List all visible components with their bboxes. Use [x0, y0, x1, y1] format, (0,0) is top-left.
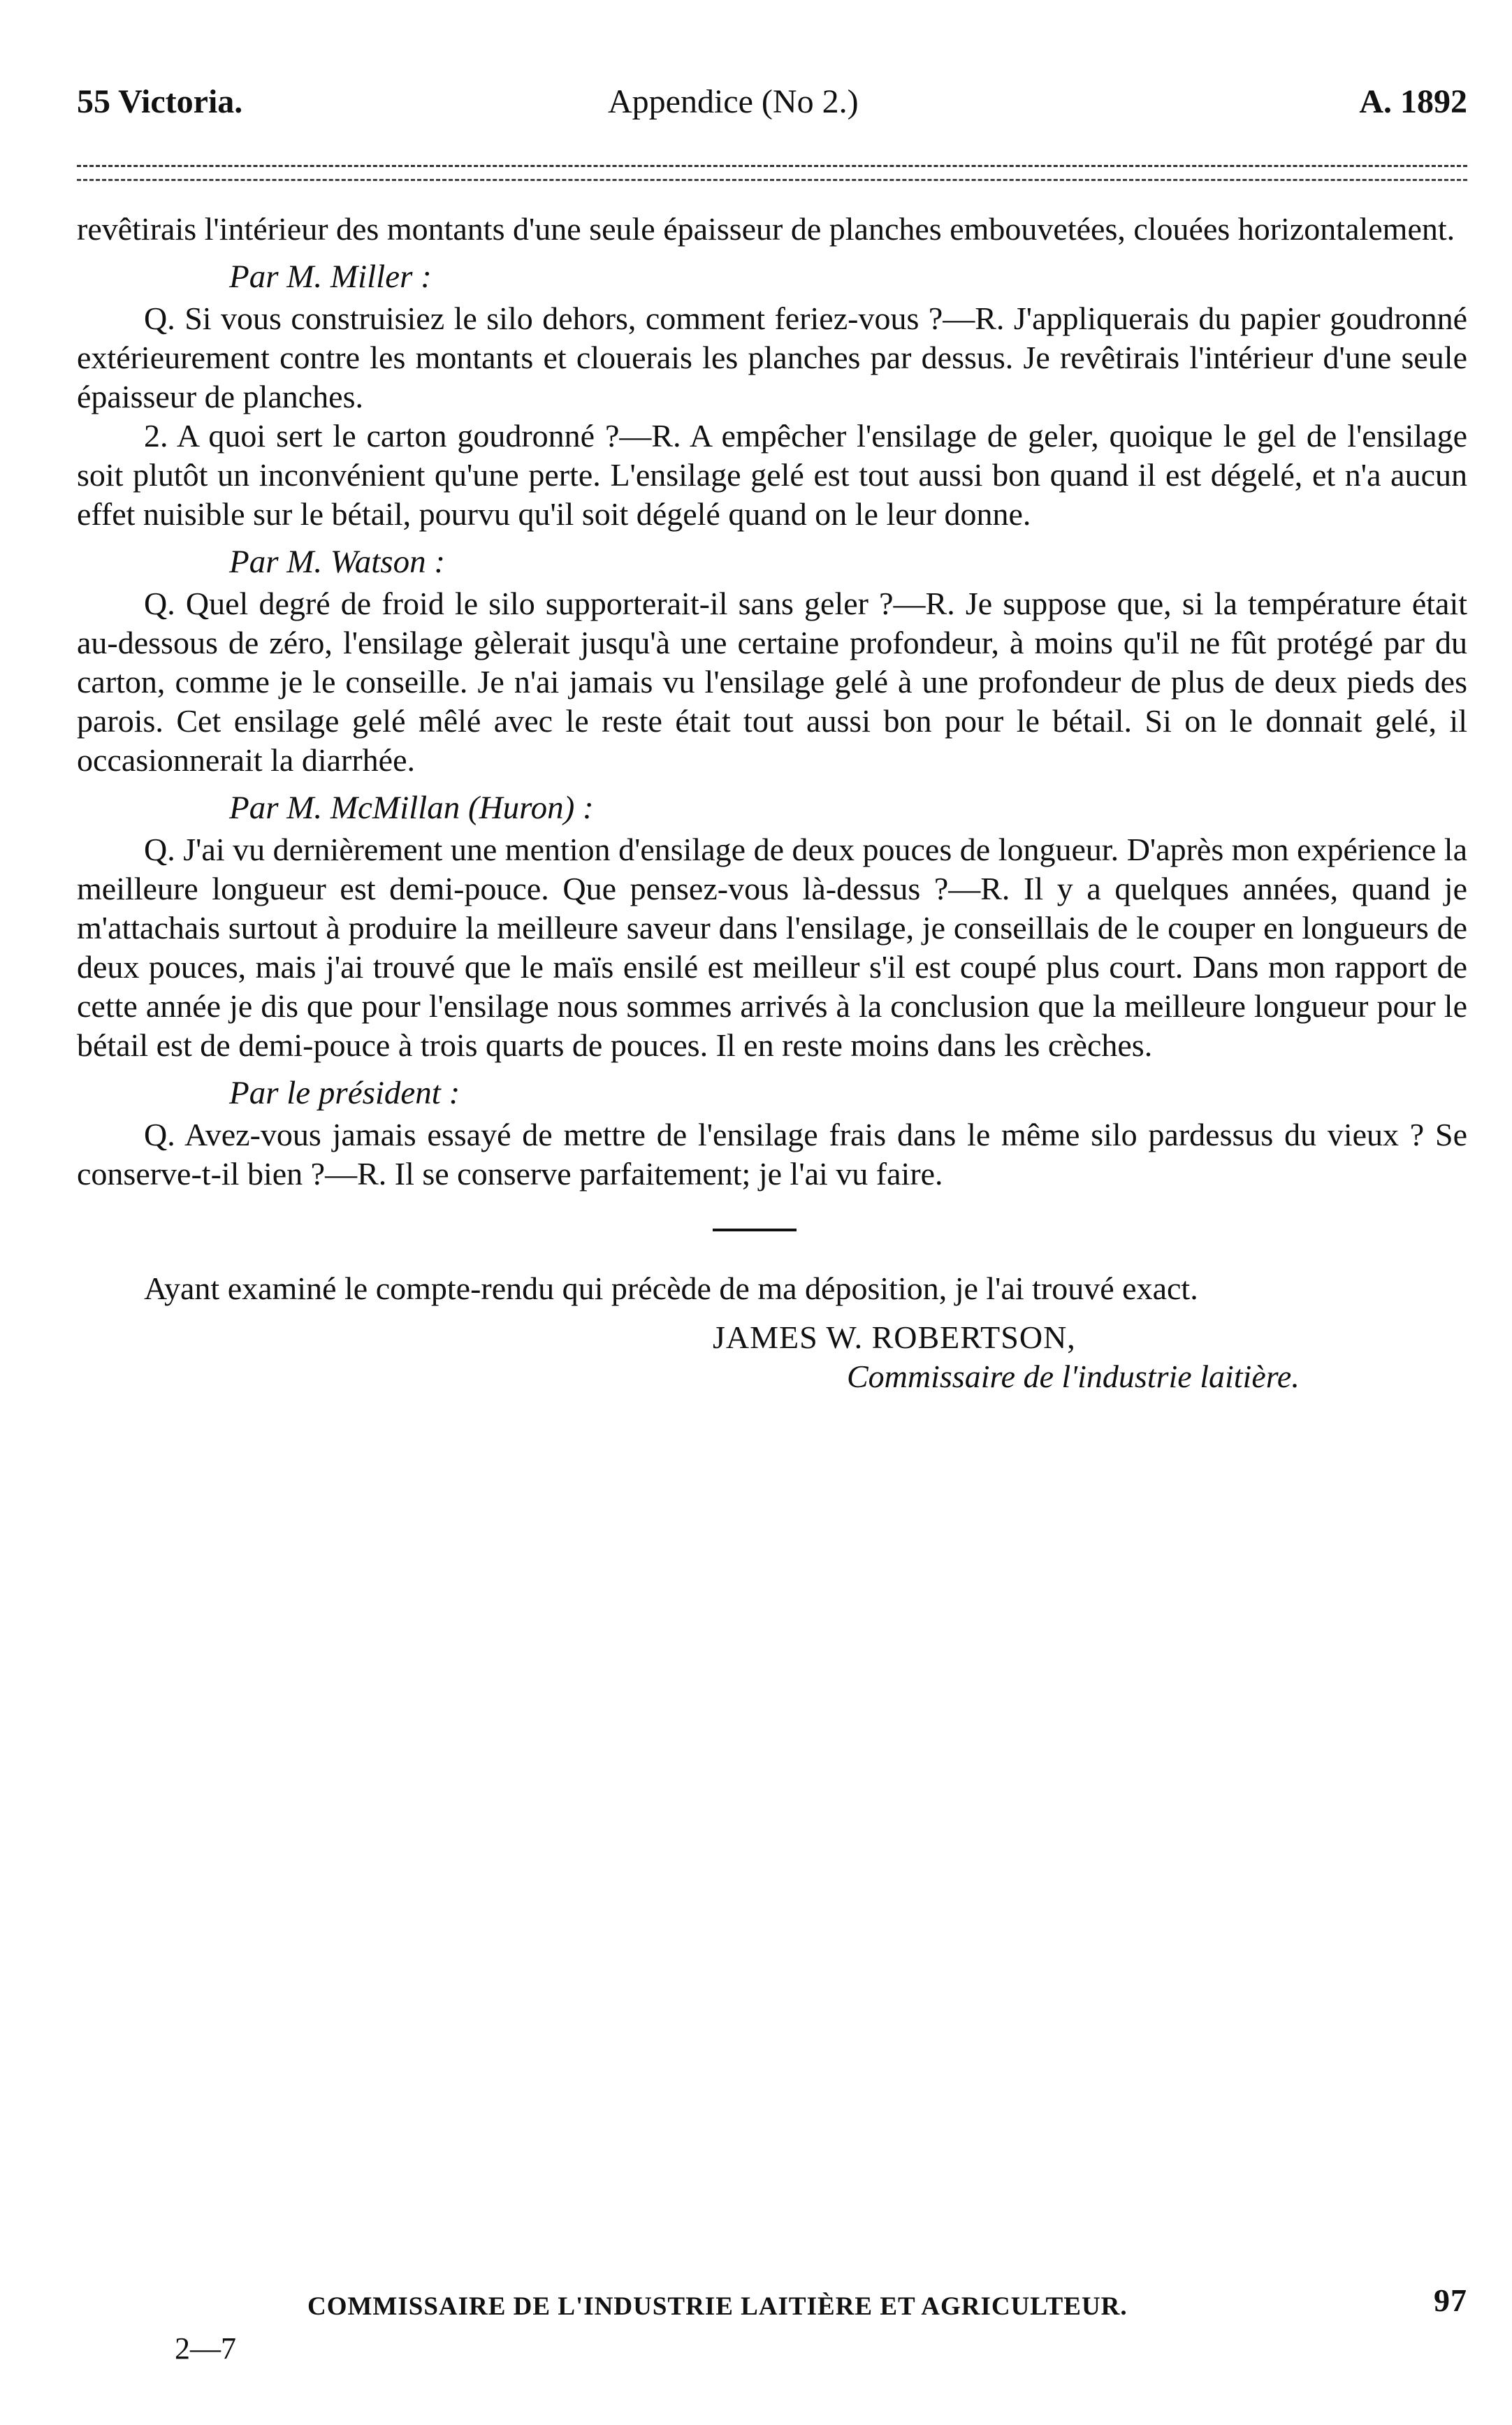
signature-title: Commissaire de l'industrie laitière.: [847, 1359, 1300, 1394]
speaker-heading-president: Par le président :: [229, 1075, 460, 1111]
header-rule-secondary: [77, 179, 1467, 181]
page-footer: [77, 2282, 1467, 2324]
paragraph-question: Q. Quel degré de froid le silo supporterait-il sans geler ?—R. Je suppose que, si la température était au-dessous de zéro, l'ensilage gèlerait jusqu'à une certaine profondeur, à moins qu'il ne fût protégé par du carton, comme je le conseille. Je n'ai jamais vu l'ensilage gelé à une profondeur de plus de deux pieds des parois. Cet ensilage gelé mêlé avec le reste était tout aussi bon pour le bétail. Si on le donnait gelé, il occasionnerait la diarrhée.: [77, 586, 1467, 778]
header-appendix: Appendice (No 2.): [608, 83, 859, 120]
paragraph-question: Q. Avez-vous jamais essayé de mettre de l'ensilage frais dans le même silo pardessus du vieux ? Se conserve-t-il bien ?—R. Il se conserve parfaitement; je l'ai vu faire.: [77, 1117, 1467, 1192]
paragraph-continuation: revêtirais l'intérieur des montants d'une seule épaisseur de planches embouvetées, clouées horizontalement.: [77, 211, 1455, 247]
header-rule: [77, 165, 1467, 167]
header-session: 55 Victoria.: [77, 83, 243, 120]
paragraph-question: Q. J'ai vu dernièrement une mention d'ensilage de deux pouces de longueur. D'après mon expérience la meilleure longueur est demi-pouce. Que pensez-vous là-dessus ?—R. Il y a quelques années, quand je m'attachais surtout à produire la meilleure saveur dans l'ensilage, je conseillais de le couper en longueurs de deux pouces, mais j'ai trouvé que le maïs ensilé est meilleur s'il est coupé plus court. Dans mon rapport de cette année je dis que pour l'ensilage nous sommes arrivés à la conclusion que la meilleure longueur pour le bétail est de demi-pouce à trois quarts de pouces. Il en reste moins dans les crèches.: [77, 832, 1467, 1063]
speaker-heading-mcmillan: Par M. McMillan (Huron) :: [229, 790, 594, 826]
signature-block: [77, 1318, 1467, 1396]
running-header: [77, 82, 1467, 131]
document-body: [77, 210, 1467, 1396]
document-page: [77, 0, 1467, 2425]
footer-title: COMMISSAIRE DE L'INDUSTRIE LAITIÈRE ET AGRICULTEUR.: [307, 2292, 1128, 2321]
speaker-heading-watson: Par M. Watson :: [229, 544, 445, 580]
signature-name: JAMES W. ROBERTSON,: [713, 1319, 1076, 1355]
paragraph-question: 2. A quoi sert le carton goudronné ?—R. A empêcher l'ensilage de geler, quoique le gel de l'ensilage soit plutôt un inconvénient qu'une perte. L'ensilage gelé est tout aussi bon quand il est dégelé, et n'a aucun effet nuisible sur le bétail, pourvu qu'il soit dégelé quand on le leur donne.: [77, 418, 1467, 532]
paragraph-question: Q. Si vous construisiez le silo dehors, comment feriez-vous ?—R. J'appliquerais du papier goudronné extérieurement contre les montants et clouerais les planches par dessus. Je revêtirais l'intérieur d'une seule épaisseur de planches.: [77, 301, 1467, 414]
printer-signature-mark: 2—7: [175, 2331, 236, 2366]
section-divider: [713, 1229, 797, 1231]
header-year: A. 1892: [1359, 83, 1467, 120]
speaker-heading-miller: Par M. Miller :: [229, 259, 432, 295]
page-number: 97: [1434, 2282, 1467, 2318]
attestation-paragraph: Ayant examiné le compte-rendu qui précède de ma déposition, je l'ai trouvé exact.: [144, 1271, 1198, 1306]
